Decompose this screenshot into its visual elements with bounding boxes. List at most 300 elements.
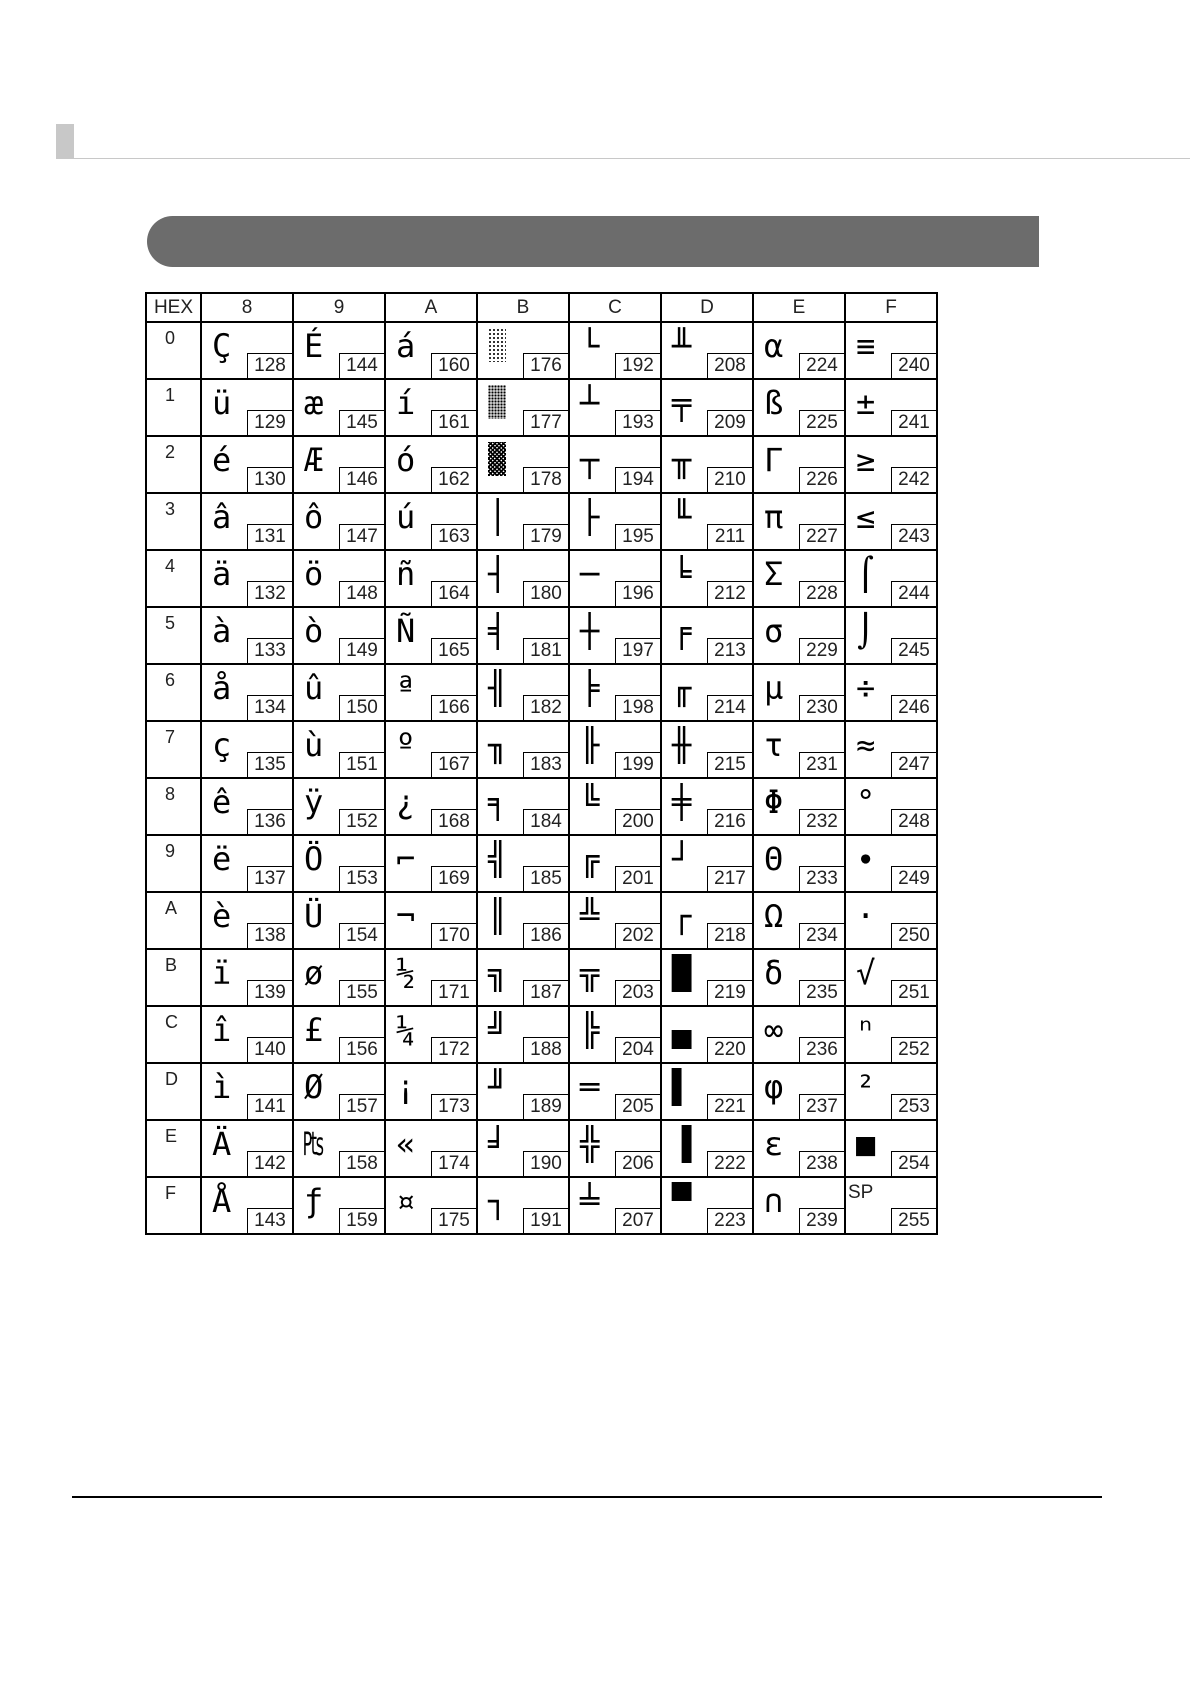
- character-cell: [661, 835, 753, 892]
- column-header: 9: [293, 293, 385, 322]
- decimal-code-box: 134: [247, 695, 292, 720]
- character-glyph: ─: [580, 555, 600, 593]
- decimal-code-box: 145: [339, 410, 384, 435]
- decimal-code-box: 236: [799, 1037, 844, 1062]
- character-glyph: æ: [304, 384, 324, 422]
- decimal-code-box: 189: [523, 1094, 568, 1119]
- decimal-code-box: 186: [523, 923, 568, 948]
- character-cell: [753, 607, 845, 664]
- character-cell: [201, 322, 293, 379]
- character-glyph: ┴: [580, 384, 600, 422]
- row-hex-label: F: [165, 1183, 176, 1203]
- character-cell: [845, 1006, 937, 1063]
- row-hex-label: B: [165, 955, 178, 975]
- character-glyph: ┐: [488, 1182, 508, 1220]
- character-glyph: ╝: [488, 1011, 508, 1049]
- character-cell: [569, 1120, 661, 1177]
- decimal-code-box: 249: [891, 866, 936, 891]
- character-glyph: ╛: [488, 1125, 508, 1163]
- section-divider: [56, 158, 1190, 159]
- character-glyph: ⌐: [396, 840, 416, 878]
- character-cell: [477, 493, 569, 550]
- decimal-code-box: 199: [615, 752, 660, 777]
- character-glyph: ■: [856, 1125, 876, 1163]
- character-glyph: ε: [764, 1125, 784, 1163]
- character-glyph: ╗: [488, 954, 508, 992]
- row-hex-label: D: [165, 1069, 178, 1089]
- character-cell: [845, 493, 937, 550]
- character-cell: [753, 322, 845, 379]
- character-cell: [845, 1177, 937, 1234]
- character-glyph: ¤: [396, 1182, 416, 1220]
- character-cell: [753, 1120, 845, 1177]
- character-cell: [293, 892, 385, 949]
- character-glyph: «: [396, 1125, 416, 1163]
- decimal-code-box: 192: [615, 353, 660, 378]
- character-cell: [201, 949, 293, 1006]
- character-glyph: ∙: [856, 840, 876, 878]
- character-glyph: ò: [304, 612, 324, 650]
- character-cell: [293, 721, 385, 778]
- character-cell: [845, 1063, 937, 1120]
- character-cell: [753, 778, 845, 835]
- column-header: C: [569, 293, 661, 322]
- character-cell: [845, 322, 937, 379]
- character-cell: [477, 1063, 569, 1120]
- decimal-code-box: 131: [247, 524, 292, 549]
- character-glyph: ½: [396, 954, 416, 992]
- character-glyph: í: [396, 384, 416, 422]
- decimal-code-box: 225: [799, 410, 844, 435]
- character-cell: [477, 550, 569, 607]
- decimal-code-box: 168: [431, 809, 476, 834]
- character-cell: [661, 949, 753, 1006]
- character-cell: [385, 1063, 477, 1120]
- decimal-code-box: 201: [615, 866, 660, 891]
- character-cell: [477, 835, 569, 892]
- character-cell: [569, 607, 661, 664]
- decimal-code-box: 227: [799, 524, 844, 549]
- character-cell: [661, 1120, 753, 1177]
- character-cell: [385, 550, 477, 607]
- character-cell: [845, 1120, 937, 1177]
- character-glyph: ╥: [672, 441, 692, 479]
- character-glyph: ∩: [764, 1182, 784, 1220]
- character-glyph: │: [488, 498, 508, 536]
- row-header: [146, 1006, 201, 1063]
- decimal-code-box: 191: [523, 1208, 568, 1233]
- character-cell: [477, 607, 569, 664]
- character-glyph: █: [672, 954, 692, 992]
- decimal-code-box: 248: [891, 809, 936, 834]
- decimal-code-box: 198: [615, 695, 660, 720]
- character-glyph: ╣: [488, 840, 508, 878]
- decimal-code-box: 214: [707, 695, 752, 720]
- decimal-code-box: 231: [799, 752, 844, 777]
- character-glyph: £: [304, 1011, 324, 1049]
- character-glyph: ≥: [856, 441, 876, 479]
- decimal-code-box: 166: [431, 695, 476, 720]
- character-glyph: Φ: [764, 783, 784, 821]
- decimal-code-box: 235: [799, 980, 844, 1005]
- character-glyph: ╪: [672, 783, 692, 821]
- character-cell: [569, 949, 661, 1006]
- character-glyph: ╒: [672, 612, 692, 650]
- character-cell: [293, 1177, 385, 1234]
- character-cell: [293, 835, 385, 892]
- row-header: [146, 1120, 201, 1177]
- decimal-code-box: 204: [615, 1037, 660, 1062]
- row-hex-label: 4: [165, 556, 176, 576]
- character-cell: [385, 664, 477, 721]
- row-header: [146, 322, 201, 379]
- row-header: [146, 1177, 201, 1234]
- decimal-code-box: 175: [431, 1208, 476, 1233]
- row-header: [146, 607, 201, 664]
- character-glyph: É: [304, 327, 324, 365]
- shade-pattern: [488, 442, 506, 476]
- character-glyph: ┬: [580, 441, 600, 479]
- row-header: [146, 550, 201, 607]
- character-glyph: Θ: [764, 840, 784, 878]
- character-glyph: ╠: [580, 1011, 600, 1049]
- character-cell: [569, 892, 661, 949]
- character-cell: [385, 322, 477, 379]
- character-cell: [201, 1177, 293, 1234]
- character-glyph: Γ: [764, 441, 784, 479]
- table-row: [146, 949, 937, 1006]
- decimal-code-box: 243: [891, 524, 936, 549]
- character-glyph: ┌: [672, 897, 692, 935]
- character-glyph: ▌: [672, 1068, 692, 1106]
- decimal-code-box: 196: [615, 581, 660, 606]
- section-marker: [56, 124, 74, 159]
- table-row: [146, 892, 937, 949]
- character-cell: [569, 1177, 661, 1234]
- decimal-code-box: 209: [707, 410, 752, 435]
- character-cell: [385, 721, 477, 778]
- decimal-code-box: 206: [615, 1151, 660, 1176]
- character-cell: [293, 778, 385, 835]
- character-cell: [845, 949, 937, 1006]
- character-cell: [201, 835, 293, 892]
- decimal-code-box: 157: [339, 1094, 384, 1119]
- character-glyph: φ: [764, 1068, 784, 1106]
- decimal-code-box: 242: [891, 467, 936, 492]
- character-glyph: ÿ: [304, 783, 324, 821]
- character-cell: [293, 1120, 385, 1177]
- character-glyph: ≈: [856, 726, 876, 764]
- decimal-code-box: 146: [339, 467, 384, 492]
- character-glyph: à: [212, 612, 232, 650]
- character-glyph: ±: [856, 384, 876, 422]
- character-glyph: ú: [396, 498, 416, 536]
- table-row: [146, 778, 937, 835]
- character-glyph: ¼: [396, 1011, 416, 1049]
- table-row: [146, 1177, 937, 1234]
- character-cell: [753, 664, 845, 721]
- character-cell: [477, 949, 569, 1006]
- table-row: [146, 550, 937, 607]
- character-glyph: µ: [764, 669, 784, 707]
- column-header: B: [477, 293, 569, 322]
- character-cell: [385, 778, 477, 835]
- character-cell: [293, 379, 385, 436]
- decimal-code-box: 130: [247, 467, 292, 492]
- row-header: [146, 778, 201, 835]
- character-glyph: ²: [856, 1068, 876, 1106]
- decimal-code-box: 222: [707, 1151, 752, 1176]
- character-glyph: ┘: [672, 840, 692, 878]
- character-cell: [385, 493, 477, 550]
- decimal-code-box: 184: [523, 809, 568, 834]
- decimal-code-box: 229: [799, 638, 844, 663]
- shade-pattern: [488, 385, 506, 419]
- decimal-code-box: 155: [339, 980, 384, 1005]
- decimal-code-box: 219: [707, 980, 752, 1005]
- character-glyph: τ: [764, 726, 784, 764]
- row-hex-label: 7: [165, 727, 176, 747]
- character-glyph: Ö: [304, 840, 324, 878]
- character-glyph: Ç: [212, 327, 232, 365]
- character-glyph: ƒ: [304, 1182, 324, 1220]
- character-cell: [845, 550, 937, 607]
- decimal-code-box: 140: [247, 1037, 292, 1062]
- character-glyph: ║: [488, 897, 508, 935]
- character-glyph: ≡: [856, 327, 876, 365]
- decimal-code-box: 190: [523, 1151, 568, 1176]
- section-title-bar: [147, 216, 1039, 267]
- decimal-code-box: 218: [707, 923, 752, 948]
- character-glyph: ⌠: [856, 555, 876, 593]
- character-glyph: â: [212, 498, 232, 536]
- character-cell: [753, 721, 845, 778]
- character-cell: [569, 436, 661, 493]
- row-header: [146, 835, 201, 892]
- character-cell: [569, 778, 661, 835]
- decimal-code-box: 193: [615, 410, 660, 435]
- character-cell: [293, 550, 385, 607]
- character-cell: [477, 892, 569, 949]
- decimal-code-box: 133: [247, 638, 292, 663]
- decimal-code-box: 143: [247, 1208, 292, 1233]
- character-cell: [661, 664, 753, 721]
- decimal-code-box: 197: [615, 638, 660, 663]
- row-hex-label: A: [165, 898, 178, 918]
- character-glyph: Ω: [764, 897, 784, 935]
- character-glyph: ╕: [488, 783, 508, 821]
- character-glyph: ╨: [672, 327, 692, 365]
- character-glyph: ╡: [488, 612, 508, 650]
- row-hex-label: 5: [165, 613, 176, 633]
- decimal-code-box: 240: [891, 353, 936, 378]
- character-cell: [385, 1120, 477, 1177]
- decimal-code-box: 230: [799, 695, 844, 720]
- character-glyph: ç: [212, 726, 232, 764]
- character-cell: [201, 436, 293, 493]
- character-cell: [661, 607, 753, 664]
- decimal-code-box: 208: [707, 353, 752, 378]
- table-row: [146, 721, 937, 778]
- row-hex-label: 9: [165, 841, 176, 861]
- decimal-code-box: 150: [339, 695, 384, 720]
- character-glyph: é: [212, 441, 232, 479]
- character-glyph: ╘: [672, 555, 692, 593]
- character-cell: [293, 1063, 385, 1120]
- character-cell: [569, 322, 661, 379]
- decimal-code-box: 182: [523, 695, 568, 720]
- decimal-code-box: 167: [431, 752, 476, 777]
- character-cell: [477, 322, 569, 379]
- row-header: [146, 949, 201, 1006]
- row-header: [146, 721, 201, 778]
- decimal-code-box: 195: [615, 524, 660, 549]
- character-glyph: û: [304, 669, 324, 707]
- character-glyph: ì: [212, 1068, 232, 1106]
- table-row: [146, 1063, 937, 1120]
- decimal-code-box: 178: [523, 467, 568, 492]
- row-header: [146, 892, 201, 949]
- column-header: E: [753, 293, 845, 322]
- character-glyph: å: [212, 669, 232, 707]
- character-cell: [477, 436, 569, 493]
- decimal-code-box: 153: [339, 866, 384, 891]
- character-cell: [293, 1006, 385, 1063]
- decimal-code-box: 254: [891, 1151, 936, 1176]
- character-cell: [753, 949, 845, 1006]
- decimal-code-box: 194: [615, 467, 660, 492]
- decimal-code-box: 151: [339, 752, 384, 777]
- space-label: SP: [848, 1182, 874, 1203]
- decimal-code-box: 142: [247, 1151, 292, 1176]
- character-glyph: ▐: [672, 1125, 692, 1163]
- decimal-code-box: 247: [891, 752, 936, 777]
- decimal-code-box: 144: [339, 353, 384, 378]
- character-glyph: ╩: [580, 897, 600, 935]
- character-glyph: ≤: [856, 498, 876, 536]
- decimal-code-box: 173: [431, 1094, 476, 1119]
- decimal-code-box: 238: [799, 1151, 844, 1176]
- character-glyph: î: [212, 1011, 232, 1049]
- character-glyph: ¬: [396, 897, 416, 935]
- row-header: [146, 436, 201, 493]
- character-cell: [201, 493, 293, 550]
- decimal-code-box: 164: [431, 581, 476, 606]
- character-glyph: ▄: [672, 1011, 692, 1049]
- decimal-code-box: 187: [523, 980, 568, 1005]
- decimal-code-box: 210: [707, 467, 752, 492]
- character-cell: [477, 664, 569, 721]
- character-glyph: ╫: [672, 726, 692, 764]
- character-glyph: ┼: [580, 612, 600, 650]
- decimal-code-box: 171: [431, 980, 476, 1005]
- character-glyph: ├: [580, 498, 600, 536]
- character-glyph: º: [396, 726, 416, 764]
- character-cell: [201, 550, 293, 607]
- character-glyph: ù: [304, 726, 324, 764]
- decimal-code-box: 226: [799, 467, 844, 492]
- character-glyph: π: [764, 498, 784, 536]
- decimal-code-box: 239: [799, 1208, 844, 1233]
- table-row: [146, 436, 937, 493]
- character-glyph: Ä: [212, 1125, 232, 1163]
- character-cell: [293, 949, 385, 1006]
- character-cell: [569, 379, 661, 436]
- row-hex-label: C: [165, 1012, 178, 1032]
- character-glyph: ╜: [488, 1068, 508, 1106]
- character-glyph: ┤: [488, 555, 508, 593]
- decimal-code-box: 223: [707, 1208, 752, 1233]
- decimal-code-box: 148: [339, 581, 384, 606]
- character-cell: [293, 436, 385, 493]
- decimal-code-box: 179: [523, 524, 568, 549]
- character-glyph: Å: [212, 1182, 232, 1220]
- character-glyph: ï: [212, 954, 232, 992]
- character-glyph: ₧: [304, 1125, 324, 1163]
- character-cell: [661, 1006, 753, 1063]
- character-cell: [753, 892, 845, 949]
- character-cell: [385, 379, 477, 436]
- decimal-code-box: 147: [339, 524, 384, 549]
- character-cell: [477, 379, 569, 436]
- character-cell: [753, 436, 845, 493]
- character-glyph: ⁿ: [856, 1011, 876, 1049]
- shade-pattern: [488, 328, 506, 362]
- row-hex-label: 0: [165, 328, 176, 348]
- character-glyph: °: [856, 783, 876, 821]
- decimal-code-box: 188: [523, 1037, 568, 1062]
- character-cell: [201, 607, 293, 664]
- character-cell: [845, 778, 937, 835]
- character-cell: [385, 607, 477, 664]
- character-cell: [845, 379, 937, 436]
- decimal-code-box: 211: [707, 524, 752, 549]
- character-cell: [385, 1177, 477, 1234]
- decimal-code-box: 180: [523, 581, 568, 606]
- character-glyph: ╬: [580, 1125, 600, 1163]
- row-header: [146, 664, 201, 721]
- character-cell: [385, 892, 477, 949]
- decimal-code-box: 215: [707, 752, 752, 777]
- decimal-code-box: 139: [247, 980, 292, 1005]
- character-cell: [569, 550, 661, 607]
- decimal-code-box: 224: [799, 353, 844, 378]
- decimal-code-box: 216: [707, 809, 752, 834]
- character-glyph: ·: [856, 897, 876, 935]
- character-glyph: ╙: [672, 498, 692, 536]
- character-glyph: ╟: [580, 726, 600, 764]
- character-cell: [845, 721, 937, 778]
- decimal-code-box: 200: [615, 809, 660, 834]
- character-cell: [753, 550, 845, 607]
- decimal-code-box: 169: [431, 866, 476, 891]
- character-glyph: ¡: [396, 1068, 416, 1106]
- decimal-code-box: 135: [247, 752, 292, 777]
- table-row: [146, 379, 937, 436]
- column-header: D: [661, 293, 753, 322]
- character-cell: [845, 664, 937, 721]
- character-cell: [201, 1120, 293, 1177]
- character-glyph: ß: [764, 384, 784, 422]
- character-glyph: ╔: [580, 840, 600, 878]
- character-glyph: á: [396, 327, 416, 365]
- character-cell: [477, 1006, 569, 1063]
- character-glyph: ⌡: [856, 612, 876, 650]
- character-cell: [477, 1177, 569, 1234]
- decimal-code-box: 177: [523, 410, 568, 435]
- table-row: [146, 607, 937, 664]
- character-cell: [477, 778, 569, 835]
